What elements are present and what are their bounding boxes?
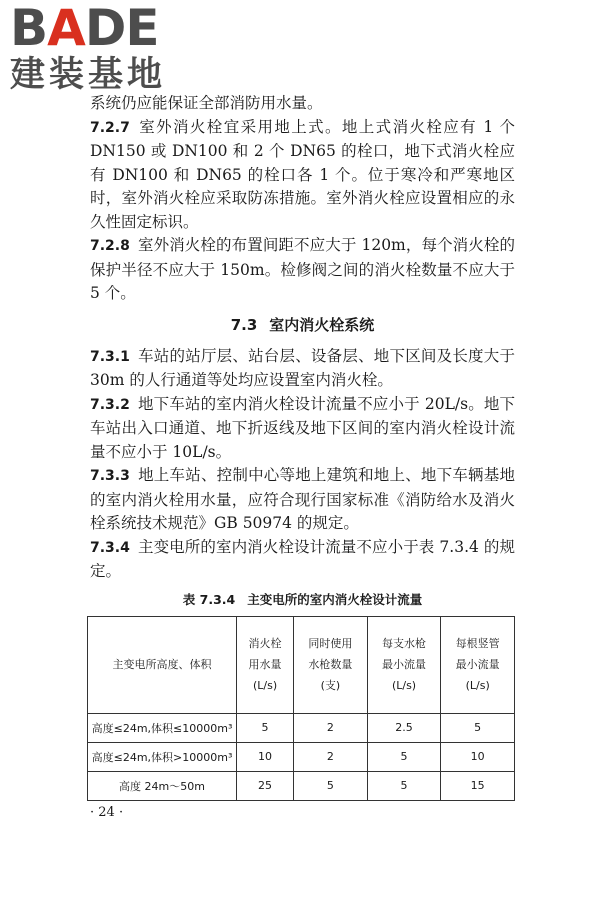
section-heading: 7.3 室内消火栓系统 [230, 315, 375, 334]
table-cell: 10 [237, 742, 294, 771]
clause-7-2-8 [90, 234, 515, 306]
table-cell: 高度 24m～50m [88, 771, 237, 800]
table-cell: 5 [367, 771, 441, 800]
header-cell: 主变电所高度、体积 [88, 616, 237, 713]
header-cell: 每支水枪 最小流量 (L/s) [367, 616, 441, 713]
clause-number: 7.3.1 [90, 348, 130, 365]
table-caption: 表 7.3.4 主变电所的室内消火栓设计流量 [182, 591, 423, 607]
table-cell: 高度≤24m,体积>10000m³ [88, 742, 237, 771]
table-cell: 2 [294, 742, 368, 771]
clause-7-3-3 [90, 464, 515, 536]
table-cell: 高度≤24m,体积≤10000m³ [88, 713, 237, 742]
table-cell: 5 [367, 742, 441, 771]
clause-text: 车站的站厅层、站台层、设备层、地下区间及长度大于 30m 的人行通道等处均应设置室内消火栓。 [90, 346, 515, 389]
page-number: · 24 · [90, 805, 124, 820]
table-row [88, 771, 515, 800]
header-cell: 消火栓 用水量 (L/s) [237, 616, 294, 713]
clause-text: 地下车站的室内消火栓设计流量不应小于 20L/s。地下车站出入口通道、地下折返线及地下区间的室内消火栓设计流量不应小于 10L/s。 [90, 394, 515, 461]
header-cell: 同时使用 水枪数量 (支) [294, 616, 368, 713]
table-cell: 2.5 [367, 713, 441, 742]
header-cell: 每根竖管 最小流量 (L/s) [441, 616, 515, 713]
clause-number: 7.3.2 [90, 396, 130, 413]
table-cell: 5 [237, 713, 294, 742]
logo-wordmark: BADE [10, 0, 159, 57]
clause-7-3-2 [90, 393, 515, 465]
table-row [88, 742, 515, 771]
table-cell: 25 [237, 771, 294, 800]
logo-accent-letter: A [47, 0, 85, 57]
table-cell: 10 [441, 742, 515, 771]
continuation-text: 系统仍应能保证全部消防用水量。 [90, 94, 323, 112]
table-row [88, 713, 515, 742]
clause-7-3-1 [90, 345, 515, 393]
clause-text: 地上车站、控制中心等地上建筑和地上、地下车辆基地的室内消火栓用水量，应符合现行国家标准《消防给水及消火栓系统技术规范》GB 50974 的规定。 [90, 466, 515, 532]
clause-number: 7.2.7 [90, 119, 130, 136]
page-content [90, 92, 515, 801]
table-header-row [88, 616, 515, 713]
clause-text: 主变电所的室内消火栓设计流量不应小于表 7.3.4 的规定。 [90, 537, 515, 580]
clause-number: 7.2.8 [90, 238, 130, 254]
clause-text: 室外消火栓宜采用地上式。地上式消火栓应有 1 个 DN150 或 DN100 和 2 个 DN65 的栓口，地下式消火栓应有 DN100 和 DN65 的栓口各 1 个。位于寒冷和严寒地区时，室外消火栓应采取防冻措施。室外消火栓应设置相应的永久性固定标识。 [90, 117, 515, 231]
table-cell: 15 [441, 771, 515, 800]
table-cell: 5 [441, 713, 515, 742]
clause-7-3-4 [90, 536, 515, 584]
clause-text: 室外消火栓的布置间距不应大于 120m，每个消火栓的保护半径不应大于 150m。检修阀之间的消火栓数量不应大于 5 个。 [90, 236, 515, 302]
logo-subtitle: 建装基地 [10, 55, 167, 95]
logo [10, 2, 166, 94]
clause-number: 7.3.4 [90, 539, 130, 556]
table-cell: 5 [294, 771, 368, 800]
clause-7-2-7 [90, 116, 515, 235]
table-cell: 2 [294, 713, 368, 742]
flow-rate-table [87, 616, 515, 801]
clause-number: 7.3.3 [90, 468, 130, 484]
